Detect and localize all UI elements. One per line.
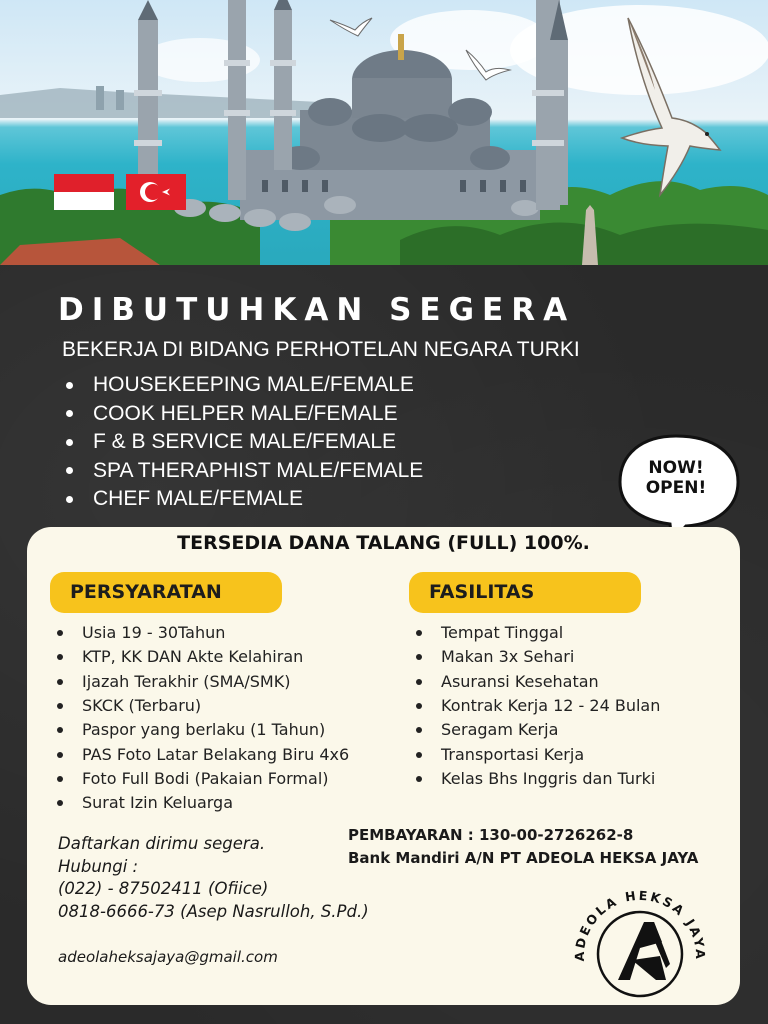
email-address: adeolaheksajaya@gmail.com xyxy=(58,948,278,966)
mobile-phone: 0818-6666-73 (Asep Nasrulloh, S.Pd.) xyxy=(58,901,369,921)
list-item: COOK HELPER MALE/FEMALE xyxy=(66,400,423,429)
headline: DIBUTUHKAN SEGERA xyxy=(58,292,576,328)
list-item: PAS Foto Latar Belakang Biru 4x6 xyxy=(57,742,349,766)
contact-info xyxy=(58,833,369,923)
bullet-icon xyxy=(66,439,73,446)
list-item: Usia 19 - 30Tahun xyxy=(57,621,349,645)
bullet-icon xyxy=(416,776,422,782)
payment-account: PEMBAYARAN : 130-00-2726262-8 xyxy=(348,826,634,844)
facilities-header: FASILITAS xyxy=(409,572,641,613)
bullet-icon xyxy=(57,752,63,758)
bullet-icon xyxy=(57,679,63,685)
list-item: Makan 3x Sehari xyxy=(416,645,660,669)
bullet-icon xyxy=(57,703,63,709)
subheadline: BEKERJA DI BIDANG PERHOTELAN NEGARA TURKI xyxy=(62,338,580,361)
list-item: CHEF MALE/FEMALE xyxy=(66,485,423,514)
list-item: Seragam Kerja xyxy=(416,718,660,742)
list-item: Surat Izin Keluarga xyxy=(57,791,349,815)
bullet-icon xyxy=(57,776,63,782)
list-item: KTP, KK DAN Akte Kelahiran xyxy=(57,645,349,669)
bullet-icon xyxy=(57,800,63,806)
contact-line: Daftarkan dirimu segera. xyxy=(58,834,266,853)
bullet-icon xyxy=(57,654,63,660)
bubble-text: NOW! OPEN! xyxy=(645,458,707,498)
logo-text: ADEOLA HEKSA JAYA xyxy=(571,887,709,962)
list-item: Tempat Tinggal xyxy=(416,621,660,645)
bullet-icon xyxy=(66,496,73,503)
list-item: HOUSEKEEPING MALE/FEMALE xyxy=(66,371,423,400)
company-logo xyxy=(570,872,710,998)
indonesia-flag-icon xyxy=(54,174,114,210)
payment-info xyxy=(348,824,698,870)
payment-bank: Bank Mandiri A/N PT ADEOLA HEKSA JAYA xyxy=(348,849,699,867)
svg-text:ADEOLA HEKSA JAYA xyxy=(572,888,708,962)
bullet-icon xyxy=(57,727,63,733)
list-item: Asuransi Kesehatan xyxy=(416,670,660,694)
list-item: Paspor yang berlaku (1 Tahun) xyxy=(57,718,349,742)
bullet-icon xyxy=(416,630,422,636)
funding-text: TERSEDIA DANA TALANG (FULL) 100%. xyxy=(177,532,590,554)
list-item: Ijazah Terakhir (SMA/SMK) xyxy=(57,670,349,694)
list-item: SKCK (Terbaru) xyxy=(57,694,349,718)
bullet-icon xyxy=(66,467,73,474)
list-item: Foto Full Bodi (Pakaian Formal) xyxy=(57,767,349,791)
bullet-icon xyxy=(416,727,422,733)
turkey-flag-icon xyxy=(126,174,186,210)
requirements-list xyxy=(57,621,349,815)
facilities-list xyxy=(416,621,660,791)
list-item: Transportasi Kerja xyxy=(416,742,660,766)
bullet-icon xyxy=(416,679,422,685)
bullet-icon xyxy=(66,382,73,389)
positions-list xyxy=(66,371,423,514)
office-phone: (022) - 87502411 (Ofiice) xyxy=(58,879,269,898)
bullet-icon xyxy=(66,410,73,417)
bullet-icon xyxy=(416,752,422,758)
list-item: Kelas Bhs Inggris dan Turki xyxy=(416,767,660,791)
hero-image xyxy=(0,0,768,265)
bullet-icon xyxy=(57,630,63,636)
bullet-icon xyxy=(416,654,422,660)
requirements-header: PERSYARATAN xyxy=(50,572,282,613)
istanbul-mosque-illustration xyxy=(0,0,768,265)
list-item: F & B SERVICE MALE/FEMALE xyxy=(66,428,423,457)
contact-line: Hubungi : xyxy=(58,856,139,876)
bullet-icon xyxy=(416,703,422,709)
list-item: SPA THERAPHIST MALE/FEMALE xyxy=(66,457,423,486)
list-item: Kontrak Kerja 12 - 24 Bulan xyxy=(416,694,660,718)
